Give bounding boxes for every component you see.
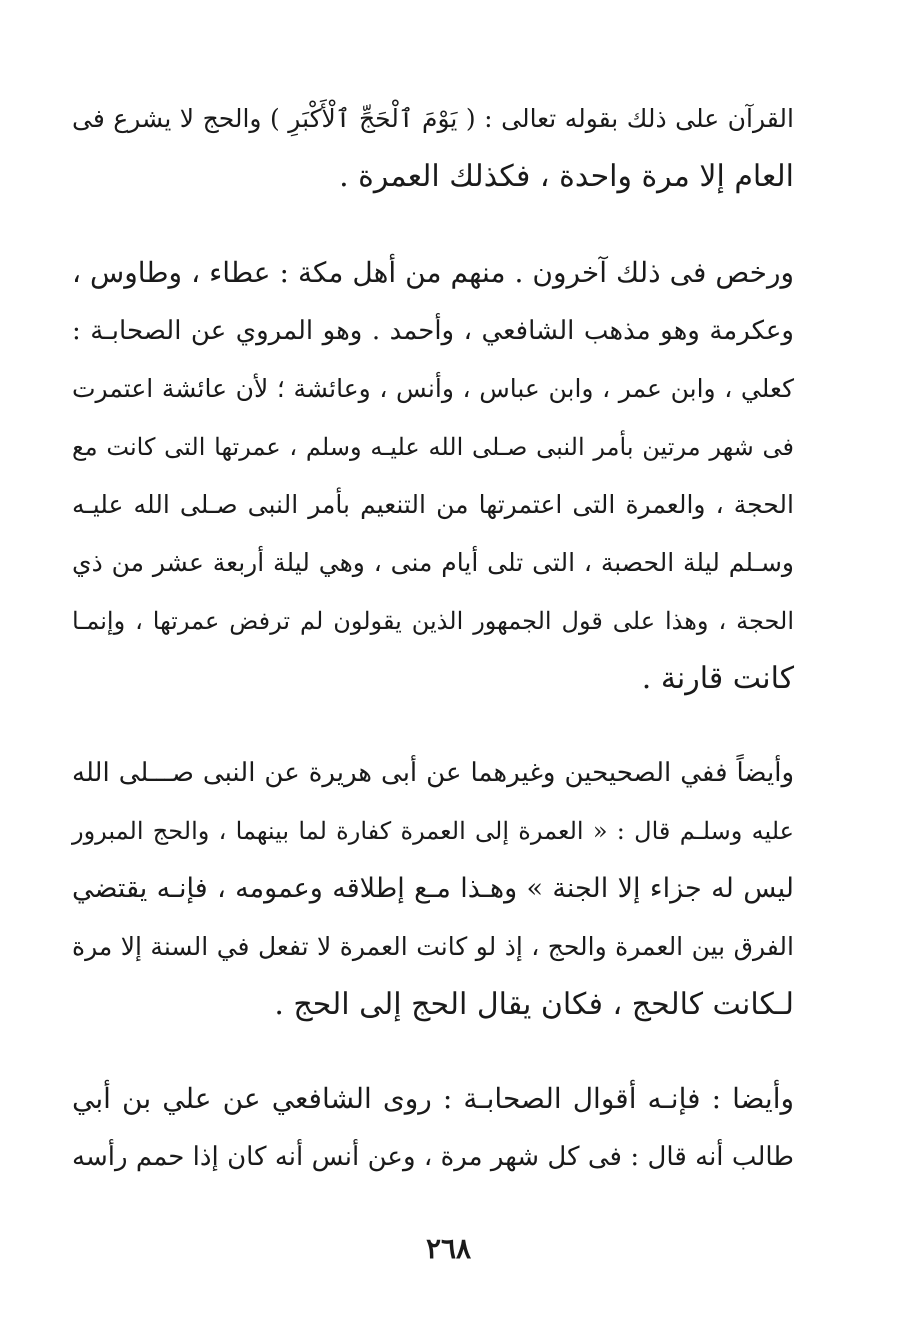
paragraph-4 xyxy=(72,1070,794,1186)
text-line: طالب أنه قال : فى كل شهر مرة ، وعن أنس أنه كان إذا حمم رأسه xyxy=(72,1142,794,1172)
text-line: ورخص فى ذلك آخرون . منهم من أهل مكة : عطاء ، وطاوس ، xyxy=(72,256,794,289)
text-line: وعكرمة وهو مذهب الشافعي ، وأحمد . وهو المروي عن الصحابـة : xyxy=(72,316,794,346)
text-line: كانت قارنة . xyxy=(641,661,794,696)
text-line: لـكانت كالحج ، فكان يقال الحج إلى الحج . xyxy=(274,987,794,1022)
text-line: القرآن على ذلك بقوله تعالى : ( يَوْمَ ٱلْحَجِّ ٱلْأَكْبَرِ ) والحج لا يشرع فى xyxy=(72,104,794,133)
text-line: الحجة ، والعمرة التى اعتمرتها من التنعيم بأمر النبى صـلى الله عليـه xyxy=(72,490,794,519)
page-number: ٢٦٨ xyxy=(425,1232,472,1265)
paragraph-1 xyxy=(72,90,794,206)
page-body xyxy=(72,90,794,1186)
text-line: فى شهر مرتين بأمر النبى صـلى الله عليـه وسلم ، عمرتها التى كانت مع xyxy=(72,433,794,461)
text-line: وسـلم ليلة الحصبة ، التى تلى أيام منى ، وهي ليلة أربعة عشر من ذي xyxy=(72,548,794,577)
paragraph-3 xyxy=(72,744,794,1034)
text-line: الفرق بين العمرة والحج ، إذ لو كانت العمرة لا تفعل في السنة إلا مرة xyxy=(72,932,794,961)
text-line: عليه وسلـم قال : « العمرة إلى العمرة كفارة لما بينهما ، والحج المبرور xyxy=(72,817,794,845)
text-line: وأيضا : فإنـه أقوال الصحابـة : روى الشافعي عن علي بن أبي xyxy=(72,1082,794,1115)
text-line: العام إلا مرة واحدة ، فكذلك العمرة . xyxy=(339,159,794,194)
text-line: وأيضاً ففي الصحيحين وغيرهما عن أبى هريرة عن النبى صـــلى الله xyxy=(72,758,794,788)
text-line: كعلي ، وابن عمر ، وابن عباس ، وأنس ، وعائشة ؛ لأن عائشة اعتمرت xyxy=(72,374,794,403)
text-line: الحجة ، وهذا على قول الجمهور الذين يقولون لم ترفض عمرتها ، وإنمـا xyxy=(72,607,794,635)
paragraph-2 xyxy=(72,244,794,708)
text-line: ليس له جزاء إلا الجنة » وهـذا مـع إطلاقه وعمومه ، فإنـه يقتضي xyxy=(72,873,794,904)
